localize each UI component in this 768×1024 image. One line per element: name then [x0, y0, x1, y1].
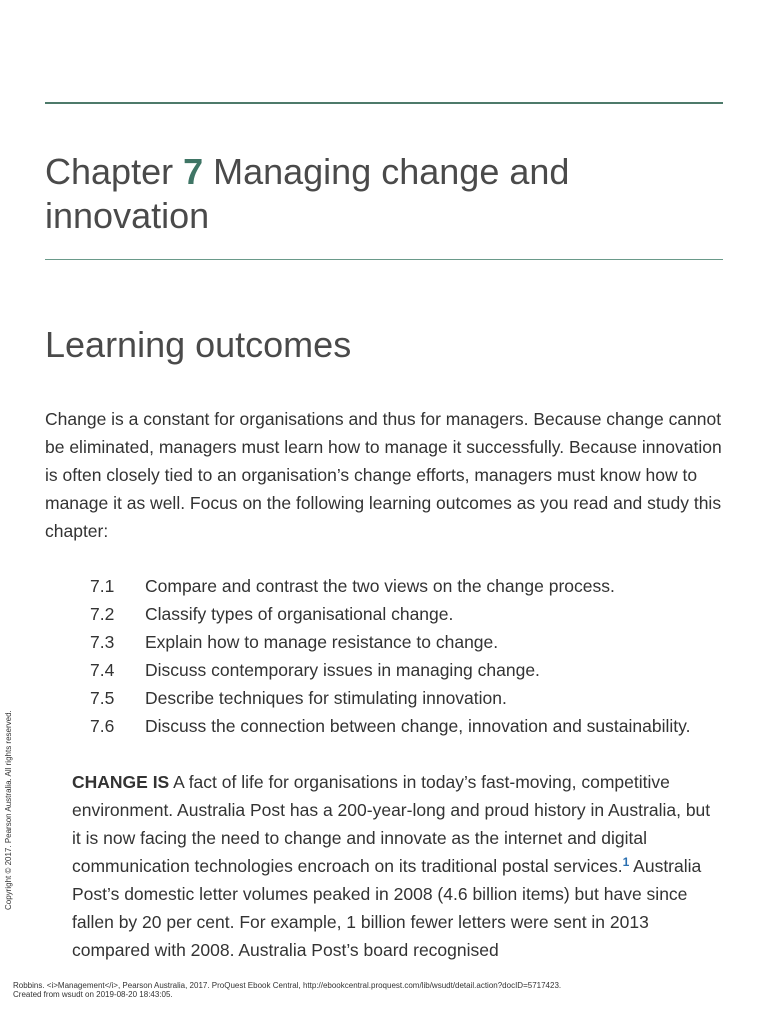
top-rule [45, 102, 723, 104]
outcome-text: Discuss the connection between change, innovation and sustainability. [145, 716, 691, 736]
outcome-text: Classify types of organisational change. [145, 604, 454, 624]
outcome-text: Discuss contemporary issues in managing change. [145, 660, 540, 680]
outcome-text: Describe techniques for stimulating innovation. [145, 688, 507, 708]
outcome-number: 7.5 [90, 688, 115, 708]
bottom-rule [45, 259, 723, 260]
outcome-item [90, 600, 730, 628]
body-paragraph [72, 768, 722, 964]
chapter-number: 7 [183, 151, 204, 192]
body-text-2: Australia Post’s domestic letter volumes peaked in 2008 (4.6 billion items) but have since fallen by 20 per cent. For example, 1 billion fewer letters were sent in 2013 compared with 2008. Australia Post’s board recognised [72, 856, 702, 960]
section-title: Learning outcomes [45, 324, 352, 365]
outcome-item [90, 572, 730, 600]
outcome-item [90, 628, 730, 656]
outcome-number: 7.3 [90, 632, 115, 652]
learning-outcomes-list [90, 572, 730, 740]
outcome-text: Explain how to manage resistance to change. [145, 632, 499, 652]
footer-citation [13, 981, 561, 999]
chapter-title [45, 150, 685, 238]
copyright-notice: Copyright © 2017. Pearson Australia. All rights reserved. [4, 710, 13, 910]
footnote-ref-link[interactable]: 1 [622, 855, 630, 869]
chapter-name: Managing change and innovation [45, 151, 570, 236]
outcome-number: 7.2 [90, 604, 115, 624]
intro-paragraph: Change is a constant for organisations and thus for managers. Because change cannot be eliminated, managers must learn how to manage it successfully. Because innovation is often closely tied to an organisation’s change efforts, managers must know how to manage it as well. Focus on the following learning outcomes as you read and study this chapter: [45, 409, 722, 541]
chapter-prefix: Chapter [45, 151, 184, 192]
outcome-item [90, 656, 730, 684]
outcome-number: 7.6 [90, 716, 115, 736]
outcome-item [90, 684, 730, 712]
outcome-number: 7.1 [90, 576, 115, 596]
outcome-text: Compare and contrast the two views on the change process. [145, 576, 615, 596]
outcome-item [90, 712, 730, 740]
lead-in: CHANGE IS [72, 772, 170, 792]
outcome-number: 7.4 [90, 660, 115, 680]
footer-line-2: Created from wsudt on 2019-08-20 18:43:05. [13, 990, 173, 999]
footer-line-1: Robbins. <i>Management</i>, Pearson Australia, 2017. ProQuest Ebook Central, http://ebookcentral.proquest.com/lib/wsudt/detail.action?docID=5717423. [13, 981, 562, 990]
body-text-1: A fact of life for organisations in today’s fast-moving, competitive environment. Australia Post has a 200-year-long and proud history in Australia, but it is now facing the need to change and innovate as the internet and digital communication technologies encroach on its traditional postal services. [72, 772, 711, 876]
